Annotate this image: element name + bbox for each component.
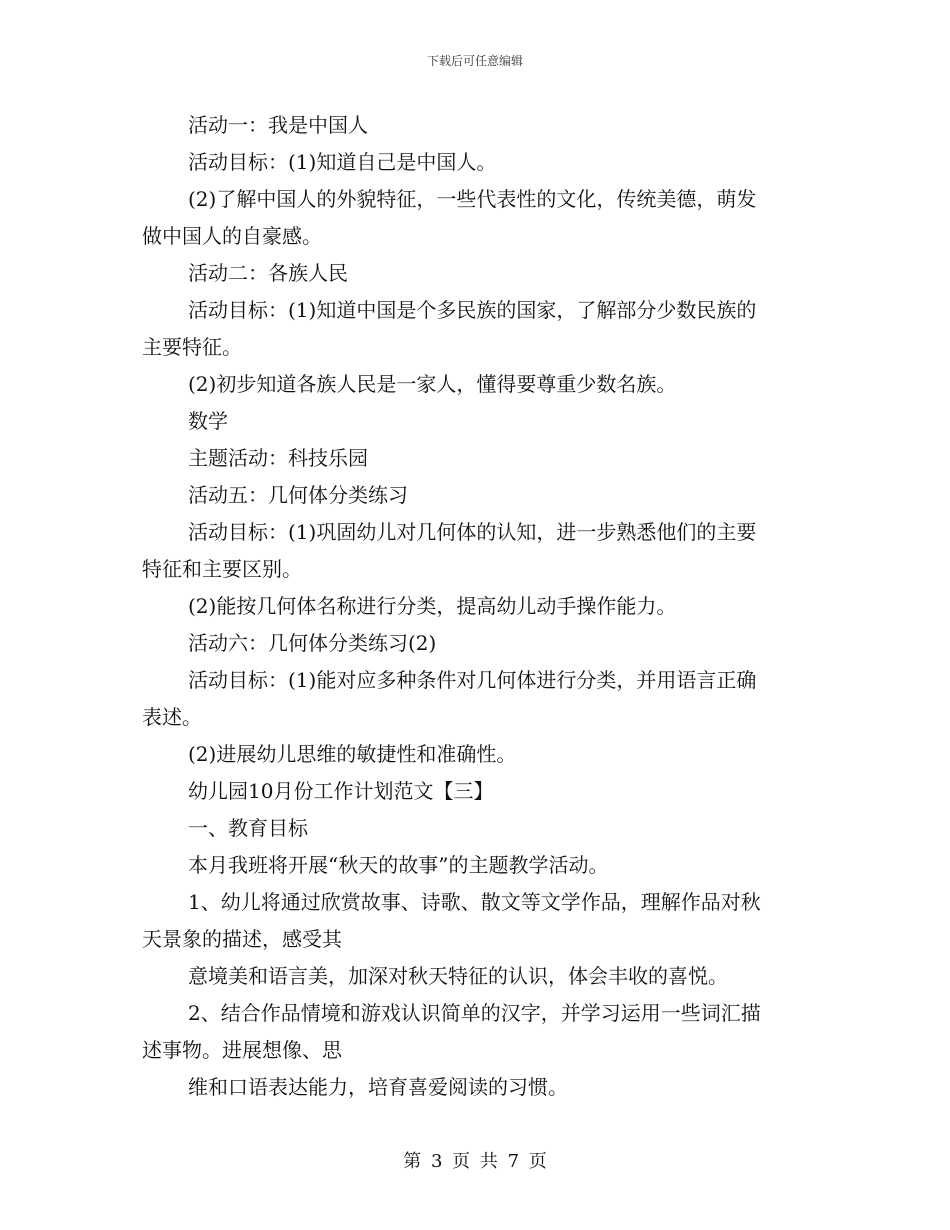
text-line: 主要特征。	[142, 335, 242, 359]
text-line: 活动目标：(1)能对应多种条件对几何体进行分类，并用语言正确	[188, 668, 757, 692]
text-line: 活动目标：(1)知道中国是个多民族的国家，了解部分少数民族的	[188, 298, 757, 322]
text-line: (2)能按几何体名称进行分类，提高幼儿动手操作能力。	[188, 594, 677, 618]
text-line: 意境美和语言美，加深对秋天特征的认识，体会丰收的喜悦。	[188, 964, 728, 988]
text-line: 主题活动：科技乐园	[188, 446, 368, 470]
text-line: 幼儿园10月份工作计划范文【三】	[188, 779, 494, 803]
page-header-note: 下载后可任意编辑	[426, 54, 523, 68]
text-line: 维和口语表达能力，培育喜爱阅读的习惯。	[188, 1075, 568, 1099]
text-line: 本月我班将开展“秋天的故事”的主题教学活动。	[188, 853, 609, 877]
text-line: 活动二：各族人民	[188, 261, 348, 285]
text-line: 述事物。进展想像、思	[142, 1038, 342, 1062]
text-line: 活动六：几何体分类练习(2)	[188, 631, 437, 655]
document-body	[142, 107, 808, 1106]
text-line: 活动目标：(1)知道自己是中国人。	[188, 150, 497, 174]
text-line: (2)了解中国人的外貌特征，一些代表性的文化，传统美德，萌发	[188, 187, 757, 211]
text-line: 活动一：我是中国人	[188, 113, 368, 137]
text-line: 数学	[188, 409, 228, 433]
page-number-footer: 第 3 页 共 7 页	[403, 1151, 547, 1172]
text-line: (2)进展幼儿思维的敏捷性和准确性。	[188, 742, 517, 766]
text-line: 活动五：几何体分类练习	[188, 483, 408, 507]
text-line: 天景象的描述，感受其	[142, 927, 342, 951]
text-line: 活动目标：(1)巩固幼儿对几何体的认知，进一步熟悉他们的主要	[188, 520, 757, 544]
text-line: 2、结合作品情境和游戏认识简单的汉字，并学习运用一些词汇描	[188, 1001, 761, 1025]
text-line: 做中国人的自豪感。	[142, 224, 322, 248]
text-line: 一、教育目标	[188, 816, 308, 840]
text-line: 表述。	[142, 705, 202, 729]
text-line: 特征和主要区别。	[142, 557, 302, 581]
text-line: 1、幼儿将通过欣赏故事、诗歌、散文等文学作品，理解作品对秋	[188, 890, 761, 914]
text-line: (2)初步知道各族人民是一家人，懂得要尊重少数名族。	[188, 372, 677, 396]
